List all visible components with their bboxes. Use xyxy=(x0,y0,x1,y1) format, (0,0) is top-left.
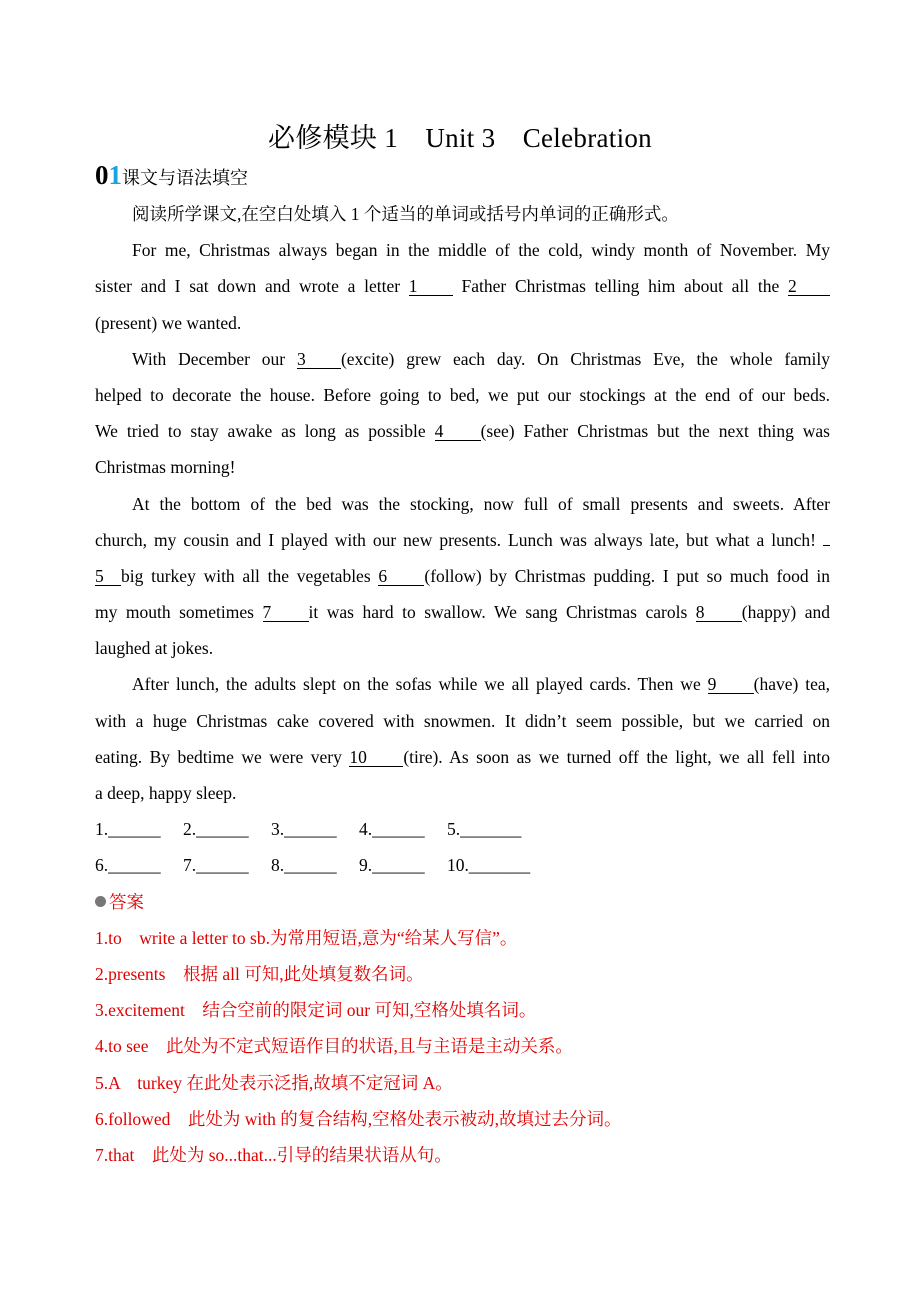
answers-heading xyxy=(95,884,830,920)
passage-line xyxy=(95,305,830,341)
blank-10: 10 xyxy=(349,748,403,767)
section-label: 课文与语法填空 xyxy=(122,168,248,188)
passage-text: my mouth sometimes xyxy=(95,602,263,623)
passage-text: (happy) and xyxy=(741,602,830,623)
answer-blank-row xyxy=(95,811,830,847)
section-number-0: 0 xyxy=(95,160,109,190)
blank-1: 1 xyxy=(409,277,453,296)
passage-line xyxy=(95,739,830,775)
answers-list xyxy=(95,920,830,1173)
answer-blank: 8.______ xyxy=(271,855,337,876)
passage-text: laughed at jokes. xyxy=(95,638,214,659)
blank-8: 8 xyxy=(696,603,742,622)
passage-line xyxy=(95,341,830,377)
blank-x xyxy=(823,545,830,546)
answer-blanks xyxy=(95,811,830,883)
passage-text: eating. By bedtime we were very xyxy=(95,746,350,767)
passage-text: At the bottom of the bed was the stocking, now full of small presents and sweets. After xyxy=(132,493,830,514)
passage-line xyxy=(95,594,830,630)
passage-line xyxy=(95,775,830,811)
answer-icon xyxy=(95,896,106,907)
answer-item: 6.followed 此处为 with 的复合结构,空格处表示被动,故填过去分词。 xyxy=(95,1108,622,1129)
passage-line xyxy=(95,232,830,268)
answer-blank: 6.______ xyxy=(95,855,161,876)
passage-line xyxy=(95,268,830,304)
blank-6: 6 xyxy=(378,567,424,586)
answer-blank-row xyxy=(95,847,830,883)
passage-text: (have) tea, xyxy=(753,674,830,695)
passage-text: Father Christmas telling him about all the xyxy=(452,276,788,297)
passage-line xyxy=(95,703,830,739)
answer-blank: 2.______ xyxy=(183,819,249,840)
passage-text: sister and I sat down and wrote a letter xyxy=(95,276,409,297)
answer-item: 2.presents 根据 all 可知,此处填复数名词。 xyxy=(95,963,424,984)
answer-blank: 9.______ xyxy=(359,855,425,876)
answer-item: 5.A turkey 在此处表示泛指,故填不定冠词 A。 xyxy=(95,1072,453,1093)
passage-line xyxy=(95,486,830,522)
blank-3: 3 xyxy=(297,350,341,369)
passage-text: We tried to stay awake as long as possible xyxy=(95,421,435,442)
blank-2: 2 xyxy=(788,277,830,296)
passage-line xyxy=(95,413,830,449)
passage-line xyxy=(95,377,830,413)
answer-item: 3.excitement 结合空前的限定词 our 可知,空格处填名词。 xyxy=(95,1000,537,1021)
passage-text: church, my cousin and I played with our new presents. Lunch was always late, but what a lunch! xyxy=(95,529,823,550)
passage-text: it was hard to swallow. We sang Christmas carols xyxy=(308,602,696,623)
passage-text: (follow) by Christmas pudding. I put so much food in xyxy=(424,565,830,586)
answer-blank: 3.______ xyxy=(271,819,337,840)
passage-text: (excite) grew each day. On Christmas Eve, the whole family xyxy=(340,348,830,369)
answer-item: 4.to see 此处为不定式短语作目的状语,且与主语是主动关系。 xyxy=(95,1036,573,1057)
blank-9: 9 xyxy=(708,675,754,694)
passage-text: (present) we wanted. xyxy=(95,312,242,333)
answers-heading-label: 答案 xyxy=(109,891,144,912)
passage-text: For me, Christmas always began in the middle of the cold, windy month of November. My xyxy=(132,240,830,261)
passage xyxy=(95,232,830,811)
blank-5: 5 xyxy=(95,567,121,586)
passage-text: Christmas morning! xyxy=(95,457,236,478)
answer-item: 1.to write a letter to sb.为常用短语,意为“给某人写信”。 xyxy=(95,927,518,948)
passage-text: a deep, happy sleep. xyxy=(95,783,237,803)
passage-text: With December our xyxy=(132,348,297,369)
section-number-1: 1 xyxy=(108,160,122,190)
section-heading xyxy=(95,160,248,191)
passage-line xyxy=(95,558,830,594)
answer-blank: 10._______ xyxy=(447,855,531,876)
answer-blank: 4.______ xyxy=(359,819,425,840)
passage-text: (see) Father Christmas but the next thing was xyxy=(480,421,830,442)
passage-text: After lunch, the adults slept on the sofas while we all played cards. Then we xyxy=(132,674,708,695)
instruction: 阅读所学课文,在空白处填入 1 个适当的单词或括号内单词的正确形式。 xyxy=(132,204,679,224)
passage-text: helped to decorate the house. Before going to bed, we put our stockings at the end of our beds. xyxy=(95,384,830,405)
passage-text: big turkey with all the vegetables xyxy=(121,565,379,586)
passage-line xyxy=(95,630,830,666)
passage-line xyxy=(95,449,830,485)
passage-line xyxy=(95,522,830,558)
passage-line xyxy=(95,666,830,702)
blank-4: 4 xyxy=(435,422,481,441)
answer-blank: 7.______ xyxy=(183,855,249,876)
page-title: 必修模块 1 Unit 3 Celebration xyxy=(268,123,652,153)
answer-blank: 1.______ xyxy=(95,819,161,840)
document-body xyxy=(95,196,830,1173)
blank-7: 7 xyxy=(263,603,309,622)
passage-text: (tire). As soon as we turned off the light, we all fell into xyxy=(403,746,830,767)
passage-text: with a huge Christmas cake covered with snowmen. It didn’t seem possible, but we carried on xyxy=(95,710,830,731)
answer-blank: 5._______ xyxy=(447,819,522,840)
answer-item: 7.that 此处为 so...that...引导的结果状语从句。 xyxy=(95,1144,452,1165)
